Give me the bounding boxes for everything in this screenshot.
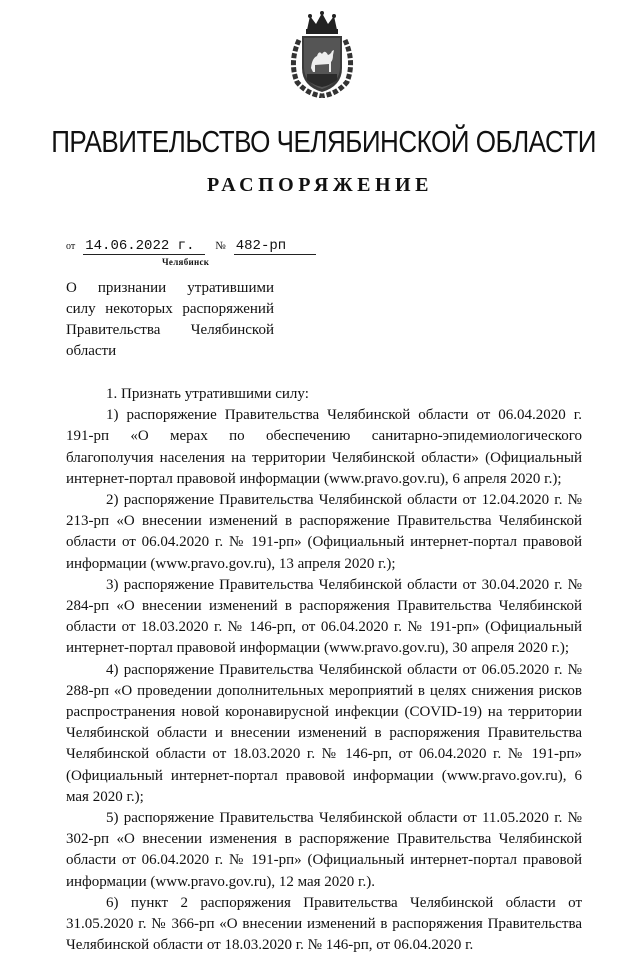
- body-paragraph: 2) распоряжение Правительства Челябинской области от 12.04.2020 г. № 213-рп «О внесении изменений в распоряжение Правительства Челябинской области от 06.04.2020 г. № 191-рп» (Официальный интернет-портал правовой информации (www.pravo.gov.ru), 13 апреля 2020 г.);: [66, 492, 582, 572]
- body-paragraph: 1. Признать утратившими силу:: [106, 386, 309, 402]
- number-label: №: [215, 240, 226, 252]
- document-type-heading: РАСПОРЯЖЕНИЕ: [207, 174, 433, 196]
- registration-line: [66, 236, 316, 258]
- body-paragraph: 5) распоряжение Правительства Челябинской области от 11.05.2020 г. № 302-рп «О внесении изменения в распоряжение Правительства Челябинской области от 06.04.2020 г. № 191-рп» (Официальный интернет-портал правовой информации (www.pravo.gov.ru), 12 мая 2020 г.).: [66, 810, 582, 890]
- number-value: 482-рп: [235, 238, 287, 254]
- body-paragraph: 4) распоряжение Правительства Челябинской области от 06.05.2020 г. № 288-рп «О проведении дополнительных мероприятий в целях снижения рисков распространения новой коронавирусной инфекции (COVID-19) на территории Челябинской области и внесении изменений в распоряжения Правительства Челябинской области от 18.03.2020 г. № 146-рп, от 06.04.2020 г. № 191-рп» (Официальный интернет-портал правовой информации (www.pravo.gov.ru), 6 мая 2020 г.);: [66, 661, 582, 805]
- government-title: ПРАВИТЕЛЬСТВО ЧЕЛЯБИНСКОЙ ОБЛАСТИ: [51, 124, 596, 159]
- subject-line: силу некоторых распоряжений: [66, 301, 274, 317]
- coat-of-arms-icon: [285, 10, 359, 98]
- subject-line: Правительства Челябинской: [66, 322, 274, 338]
- document-body: [66, 384, 582, 956]
- body-paragraph: 6) пункт 2 распоряжения Правительства Челябинской области от 31.05.2020 г. № 366-рп «О внесении изменений в распоряжения Правительства Челябинской области от 18.03.2020 г. № 146-рп, от 06.04.2020 г.: [66, 894, 582, 954]
- date-label: от: [66, 241, 76, 252]
- number-field: [234, 236, 316, 255]
- subject-line: области: [66, 343, 117, 359]
- city-label: Челябинск: [162, 257, 210, 267]
- date-field: [83, 236, 205, 255]
- date-value: 14.06.2022 г.: [85, 238, 195, 254]
- subject-block: [66, 278, 274, 362]
- body-paragraph: 1) распоряжение Правительства Челябинской области от 06.04.2020 г. 191-рп «О мерах по обеспечению санитарно-эпидемиологического благополучия населения на территории Челябинской области» (Официальный интернет-портал правовой информации (www.pravo.gov.ru), 6 апреля 2020 г.);: [66, 407, 582, 487]
- body-paragraph: 3) распоряжение Правительства Челябинской области от 30.04.2020 г. № 284-рп «О внесении изменений в распоряжения Правительства Челябинской области от 18.03.2020 г. № 146-рп, от 06.04.2020 г. № 191-рп» (Официальный интернет-портал правовой информации (www.pravo.gov.ru), 30 апреля 2020 г.);: [66, 576, 582, 657]
- subject-line: О признании утратившими: [66, 280, 274, 296]
